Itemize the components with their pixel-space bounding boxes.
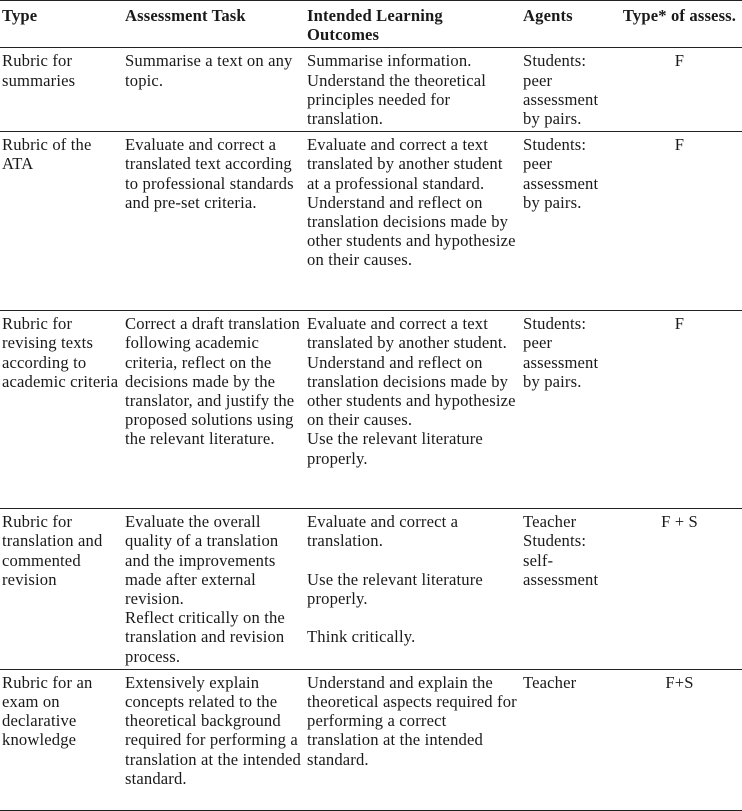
cell-type: Rubric for summaries [2, 51, 76, 90]
header-type: Type [2, 6, 38, 25]
header-outcomes: Intended Learning Outcomes [307, 6, 443, 45]
cell-agents: Teacher [523, 672, 577, 692]
outcome-item: Use the relevant literature properly. [307, 569, 483, 609]
cell-agents: Students: peer assessment by pairs. [523, 314, 599, 391]
cell-task: Extensively explain concepts related to the theoretical background required for performing a translation at the intended standard. [125, 672, 301, 788]
outcome-item: Understand and reflect on translation decisions made by other students and hypothesize on their causes. [307, 352, 516, 430]
outcome-item: Evaluate and correct a text translated by another student at a professional standard. [307, 135, 503, 193]
cell-task [123, 509, 305, 670]
outcome-item: Summarise information. [307, 51, 472, 71]
table-row [0, 311, 742, 509]
cell-assess-type: F + S [661, 512, 698, 532]
cell-type: Rubric of the ATA [2, 135, 92, 174]
agent-item: Teacher [523, 512, 577, 532]
cell-outcomes [305, 311, 521, 509]
outcome-item: Evaluate and correct a text translated by another student. [307, 314, 507, 353]
cell-assess-type: F [674, 51, 685, 71]
outcome-item: Use the relevant literature properly. [307, 429, 483, 468]
task-item: Evaluate the overall quality of a translation and the improvements made after external revision. [125, 512, 279, 609]
header-row [0, 1, 742, 48]
cell-type: Rubric for translation and commented revision [2, 512, 103, 589]
table-row [0, 509, 742, 670]
table-row [0, 48, 742, 132]
header-task: Assessment Task [125, 6, 246, 25]
cell-assess-type: F [674, 135, 685, 155]
cell-assess-type: F+S [665, 672, 694, 692]
cell-task: Summarise a text on any topic. [125, 51, 293, 90]
table-row [0, 132, 742, 311]
outcome-item: Understand the theoretical principles needed for translation. [307, 70, 486, 129]
spacer [307, 551, 519, 570]
cell-outcomes [305, 669, 521, 810]
header-agents: Agents [523, 6, 573, 25]
cell-assess-type: F [674, 314, 685, 334]
outcome-item: Evaluate and correct a translation. [307, 512, 459, 551]
outcome-item: Understand and reflect on translation decisions made by other students and hypothesize on their causes. [307, 192, 516, 270]
cell-type: Rubric for revising texts according to academic criteria [2, 314, 119, 391]
outcome-item: Understand and explain the theoretical aspects required for performing a correct translation at the intended standard. [307, 672, 517, 769]
cell-agents: Students: peer assessment by pairs. [523, 51, 599, 129]
outcome-item: Think critically. [307, 627, 416, 647]
task-item: Reflect critically on the translation and revision process. [125, 608, 285, 666]
cell-outcomes [305, 48, 521, 132]
agent-item: Students: self-assessment [523, 531, 599, 589]
spacer [307, 608, 519, 627]
header-assess-type: Type* of assess. [622, 6, 737, 25]
cell-agents: Students: peer assessment by pairs. [523, 135, 599, 212]
table-row [0, 669, 742, 810]
cell-outcomes [305, 132, 521, 311]
cell-outcomes [305, 509, 521, 670]
cell-task: Evaluate and correct a translated text according to professional standards and pre-set criteria. [125, 135, 294, 212]
cell-type: Rubric for an exam on declarative knowledge [2, 672, 93, 750]
cell-agents [521, 509, 617, 670]
cell-task: Correct a draft translation following academic criteria, reflect on the decisions made by the translator, and justify the proposed solutions using the relevant literature. [125, 314, 300, 449]
